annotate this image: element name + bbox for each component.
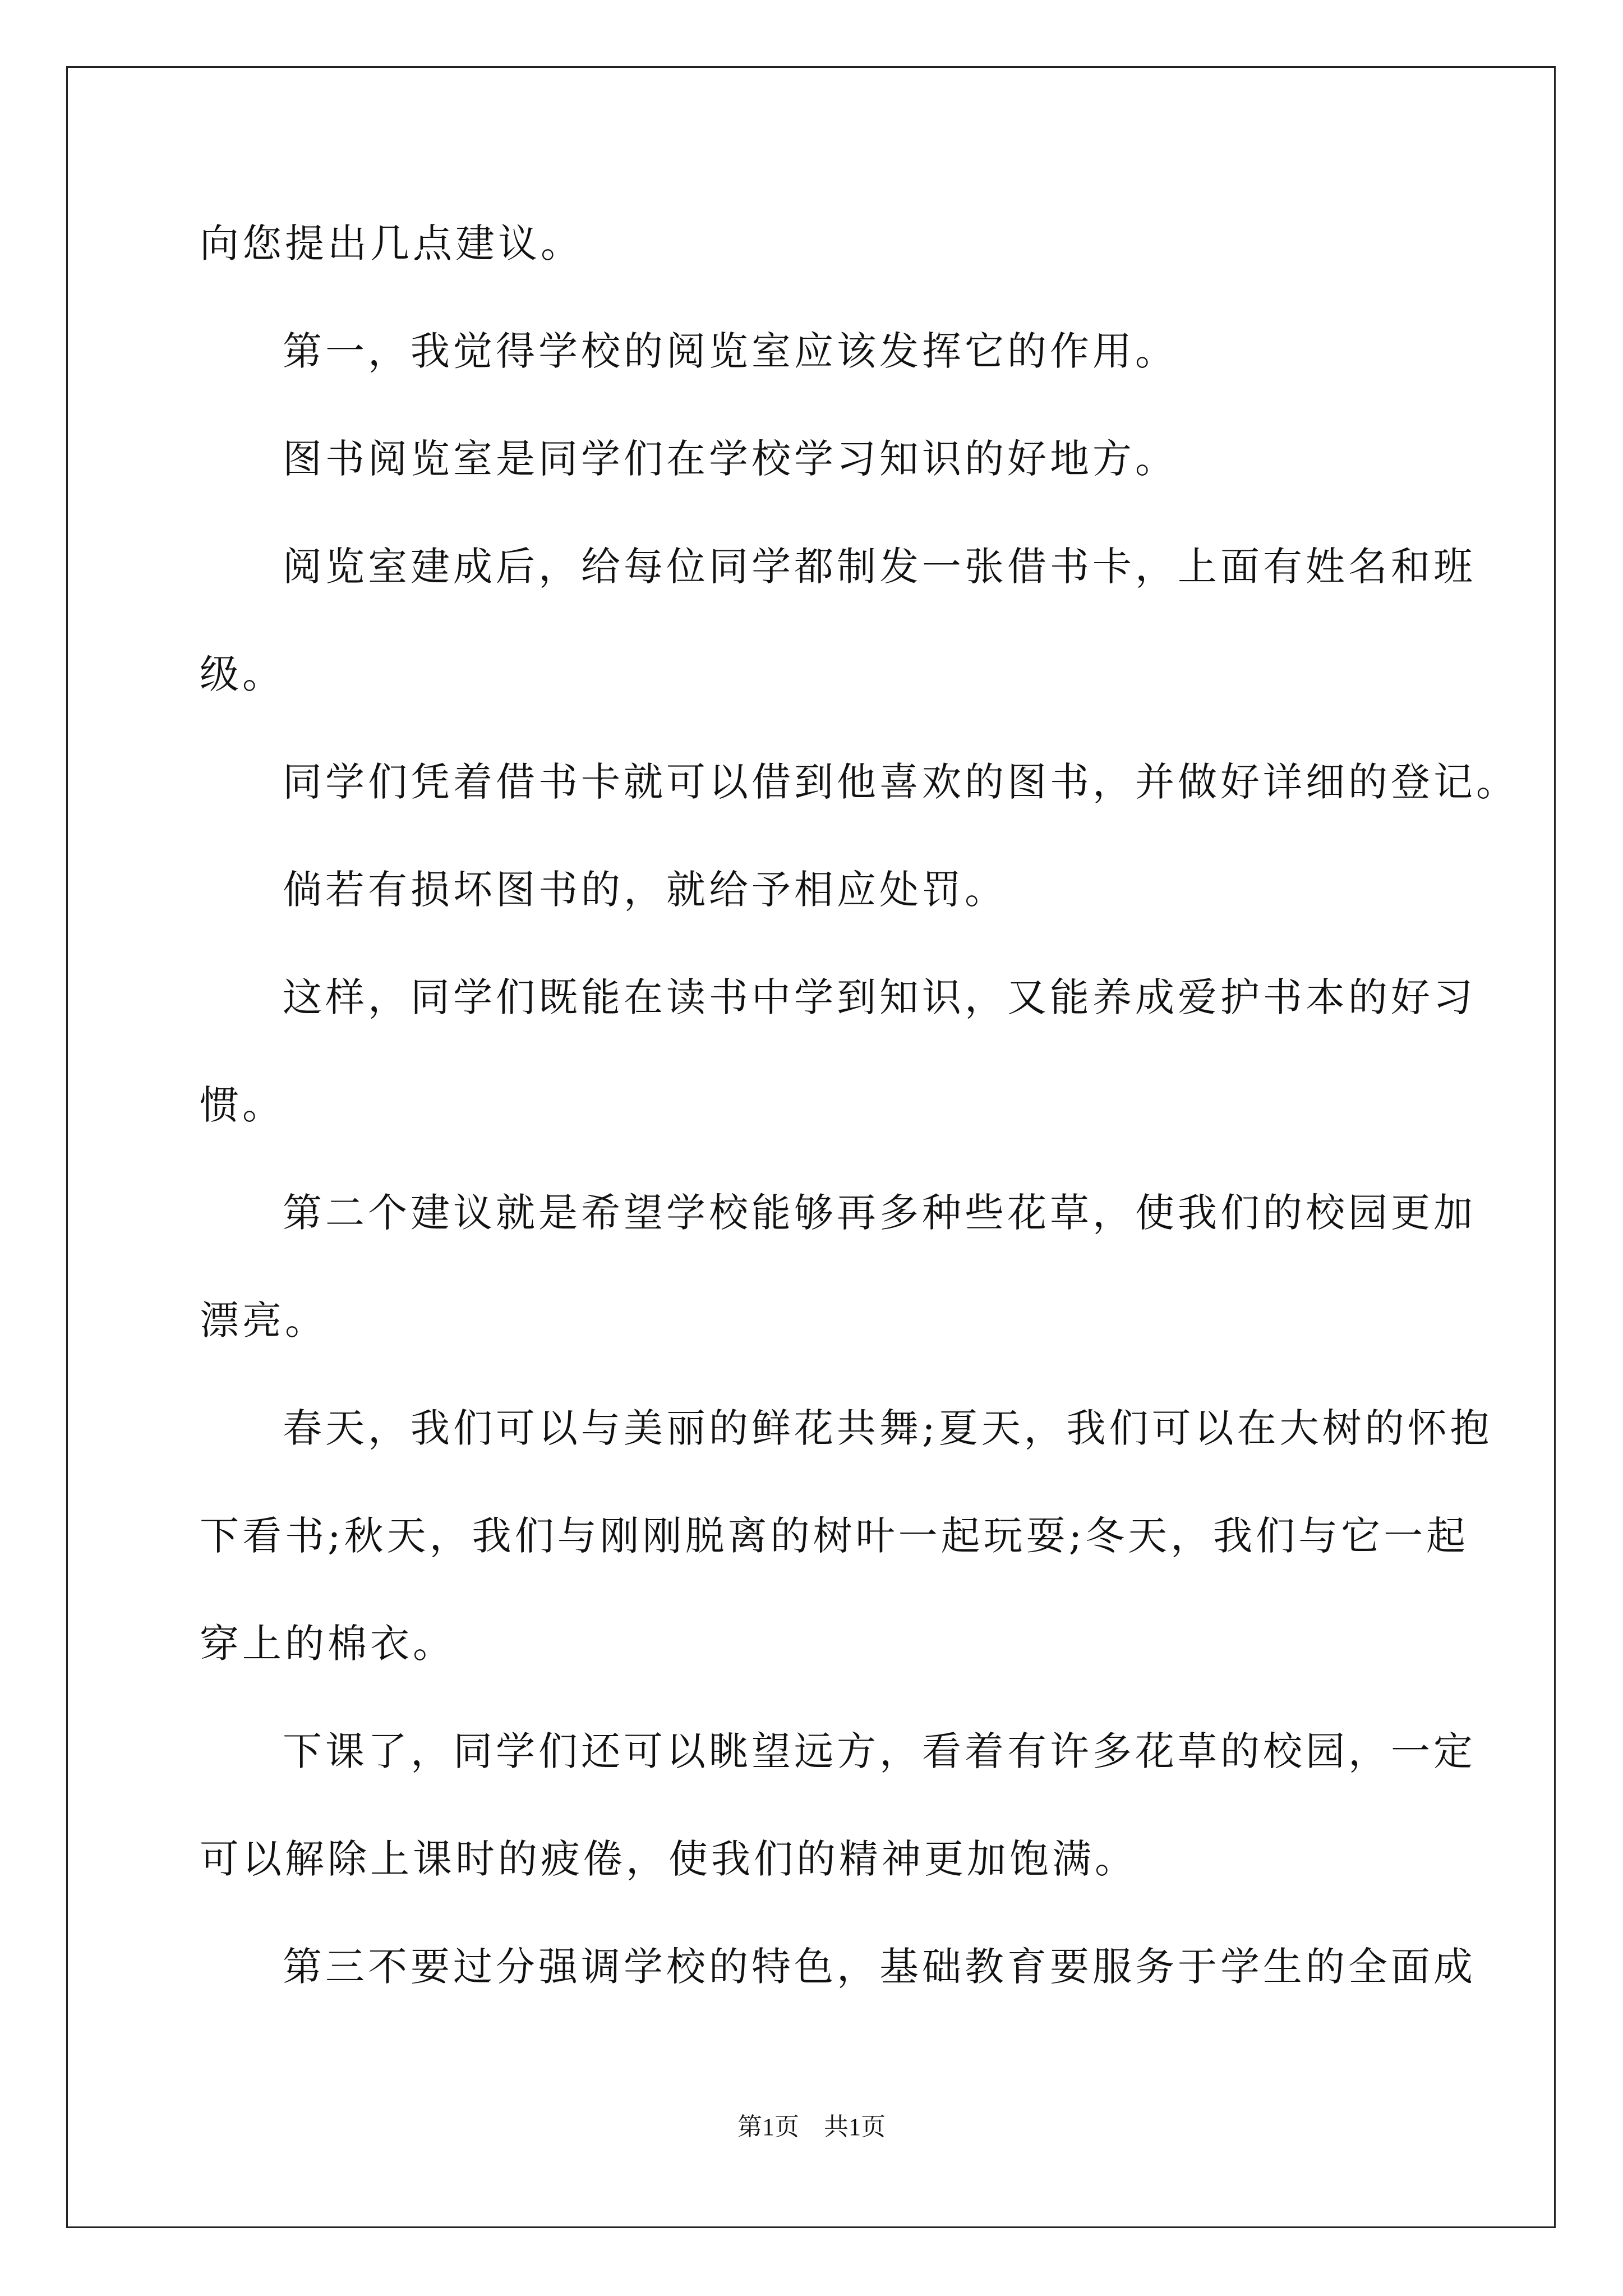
text-line: 级。	[200, 651, 285, 697]
text-line: 第二个建议就是希望学校能够再多种些花草，使我们的校园更加	[283, 1190, 1476, 1236]
text-line: 第三不要过分强调学校的特色，基础教育要服务于学生的全面成	[283, 1944, 1476, 1990]
text-line: 阅览室建成后，给每位同学都制发一张借书卡，上面有姓名和班	[283, 544, 1476, 590]
text-line: 下课了，同学们还可以眺望远方，看着有许多花草的校园，一定	[283, 1728, 1476, 1774]
text-line: 图书阅览室是同学们在学校学习知识的好地方。	[283, 436, 1178, 482]
text-line: 春天，我们可以与美丽的鲜花共舞;夏天，我们可以在大树的怀抱	[283, 1405, 1493, 1451]
text-line: 漂亮。	[200, 1297, 328, 1343]
page-number-footer: 第1页 共1页	[737, 2113, 886, 2141]
text-line: 下看书;秋天，我们与刚刚脱离的树叶一起玩耍;冬天，我们与它一起	[200, 1513, 1469, 1559]
page-border	[66, 66, 1556, 2228]
text-line: 这样，同学们既能在读书中学到知识，又能养成爱护书本的好习	[283, 974, 1476, 1020]
text-line: 惯。	[200, 1082, 285, 1128]
text-line: 第一，我觉得学校的阅览室应该发挥它的作用。	[283, 328, 1178, 374]
text-line: 可以解除上课时的疲倦，使我们的精神更加饱满。	[200, 1836, 1137, 1882]
text-line: 倘若有损坏图书的，就给予相应处罚。	[283, 867, 1007, 913]
text-line: 向您提出几点建议。	[200, 220, 583, 266]
text-line: 同学们凭着借书卡就可以借到他喜欢的图书，并做好详细的登记。	[283, 759, 1519, 805]
text-line: 穿上的棉衣。	[200, 1621, 455, 1667]
